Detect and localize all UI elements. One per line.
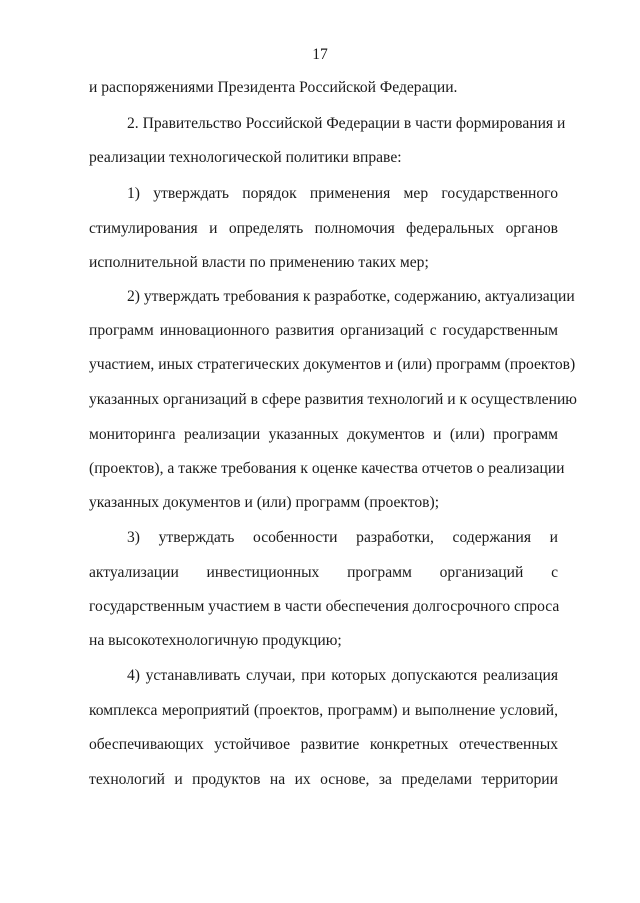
text-line: технологий и продуктов на их основе, за пределами территории [89, 771, 558, 788]
text-line: мониторинга реализации указанных документов и (или) программ [89, 426, 558, 443]
page-number: 17 [312, 46, 328, 63]
text-line: 2) утверждать требования к разработке, содержанию, актуализации [127, 288, 575, 305]
text-line: комплекса мероприятий (проектов, программ) и выполнение условий, [89, 702, 558, 719]
text-line: обеспечивающих устойчивое развитие конкретных отечественных [89, 736, 558, 753]
text-line: указанных организаций в сфере развития технологий и к осуществлению [89, 391, 577, 408]
text-line: на высокотехнологичную продукцию; [89, 632, 342, 649]
text-line: программ инновационного развития организаций с государственным [89, 322, 558, 339]
text-line: и распоряжениями Президента Российской Федерации. [89, 79, 458, 96]
text-line: 1) утверждать порядок применения мер государственного [127, 185, 558, 202]
text-line: реализации технологической политики вправе: [89, 149, 402, 166]
text-line: актуализации инвестиционных программ организаций с [89, 564, 558, 581]
text-line: 3) утверждать особенности разработки, содержания и [127, 529, 558, 546]
text-line: участием, иных стратегических документов и (или) программ (проектов) [89, 356, 576, 373]
text-line: 4) устанавливать случаи, при которых допускаются реализация [127, 667, 558, 684]
text-line: государственным участием в части обеспечения долгосрочного спроса [89, 598, 560, 615]
text-line: стимулирования и определять полномочия федеральных органов [89, 220, 558, 237]
text-line: 2. Правительство Российской Федерации в части формирования и [127, 115, 566, 132]
text-line: указанных документов и (или) программ (проектов); [89, 494, 440, 511]
text-line: (проектов), а также требования к оценке качества отчетов о реализации [89, 460, 565, 477]
text-line: исполнительной власти по применению таких мер; [89, 254, 429, 271]
